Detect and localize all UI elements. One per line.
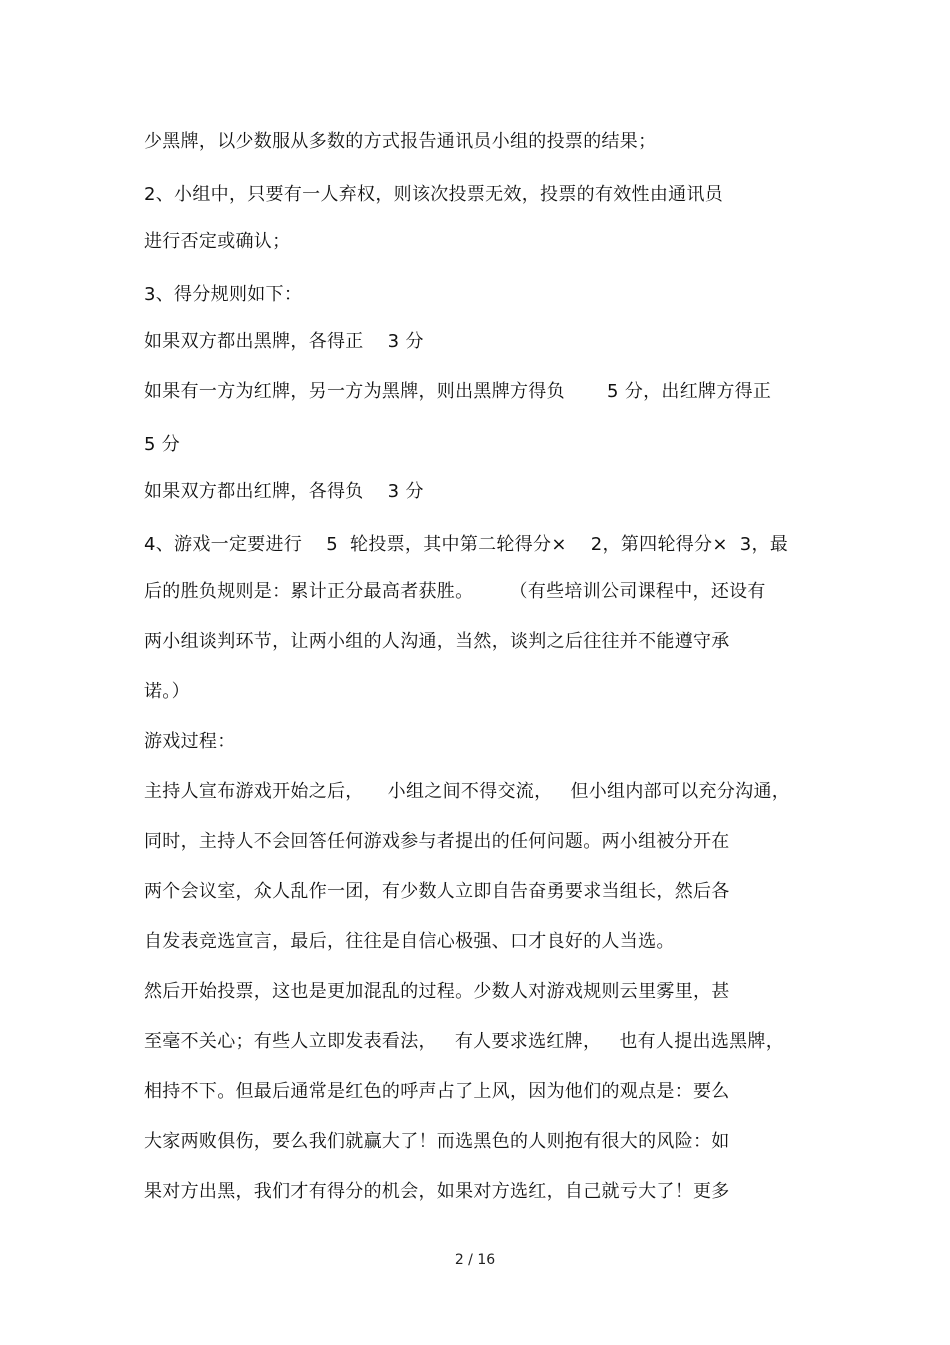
page-number: 2 / 16 bbox=[454, 1252, 496, 1268]
text-line: 自发表竞选宣言，最后，往往是自信心极强、口才良好的人当选。 bbox=[144, 931, 675, 952]
text-line: 5 分 bbox=[144, 434, 181, 455]
text-line: 如果双方都出黑牌，各得正 3 分 bbox=[144, 331, 424, 352]
text-line: 少黑牌，以少数服从多数的方式报告通讯员小组的投票的结果； bbox=[144, 131, 657, 152]
text-line: 然后开始投票，这也是更加混乱的过程。少数人对游戏规则云里雾里，甚 bbox=[144, 981, 730, 1002]
text-line: 同时，主持人不会回答任何游戏参与者提出的任何问题。两小组被分开在 bbox=[144, 831, 730, 852]
text-line: 如果双方都出红牌，各得负 3 分 bbox=[144, 481, 424, 502]
text-line: 2、小组中，只要有一人弃权，则该次投票无效，投票的有效性由通讯员 bbox=[144, 184, 724, 205]
text-line: 游戏过程： bbox=[144, 731, 236, 752]
text-line: 诺。） bbox=[144, 681, 190, 702]
text-line: 如果有一方为红牌，另一方为黑牌，则出黑牌方得负 5 分，出红牌方得正 bbox=[144, 381, 772, 402]
text-line: 至毫不关心；有些人立即发表看法， 有人要求选红牌， 也有人提出选黑牌， bbox=[144, 1031, 785, 1052]
text-line: 4、游戏一定要进行 5 轮投票，其中第二轮得分× 2，第四轮得分× 3，最 bbox=[144, 534, 789, 555]
text-line: 相持不下。但最后通常是红色的呼声占了上风，因为他们的观点是：要么 bbox=[144, 1081, 730, 1102]
text-line: 主持人宣布游戏开始之后， 小组之间不得交流， 但小组内部可以充分沟通， bbox=[144, 781, 791, 802]
text-line: 进行否定或确认； bbox=[144, 231, 291, 252]
text-line: 两小组谈判环节，让两小组的人沟通，当然，谈判之后往往并不能遵守承 bbox=[144, 631, 730, 652]
text-line: 后的胜负规则是：累计正分最高者获胜。 （有些培训公司课程中，还设有 bbox=[144, 581, 766, 602]
text-line: 果对方出黑，我们才有得分的机会，如果对方选红，自己就亏大了！更多 bbox=[144, 1181, 730, 1202]
text-line: 大家两败俱伤，要么我们就赢大了！而选黑色的人则抱有很大的风险：如 bbox=[144, 1131, 730, 1152]
text-line: 3、得分规则如下： bbox=[144, 284, 303, 305]
text-line: 两个会议室，众人乱作一团，有少数人立即自告奋勇要求当组长，然后各 bbox=[144, 881, 730, 902]
